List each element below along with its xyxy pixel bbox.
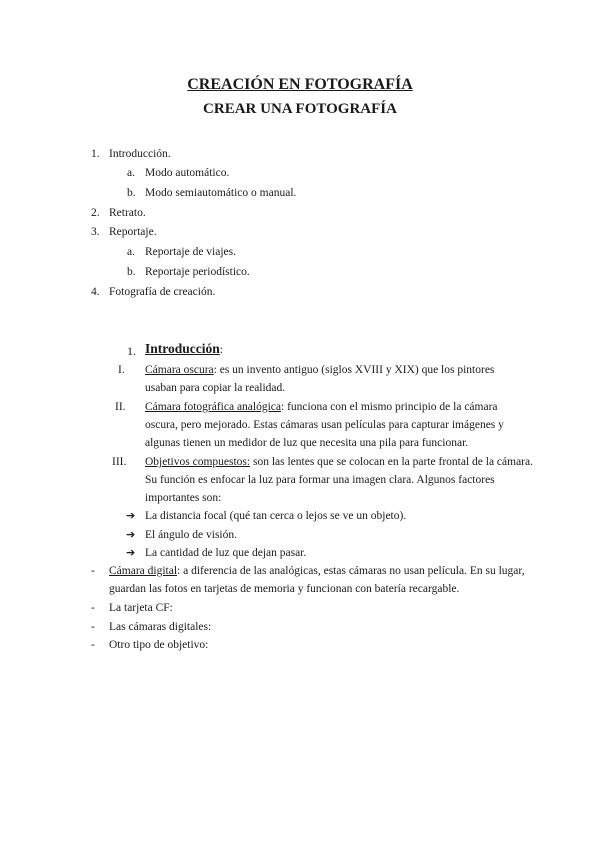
section-heading	[145, 342, 223, 357]
dash-bullet: -	[91, 602, 95, 614]
toc-letter: a.	[127, 167, 135, 179]
toc-number: 4.	[91, 286, 100, 298]
arrow-list-item: La distancia focal (qué tan cerca o lejos se ve un objeto).	[145, 510, 407, 522]
toc-subitem: Reportaje de viajes.	[145, 246, 237, 258]
paragraph-line: Objetivos compuestos: son las lentes que se colocan en la parte frontal de la cámara.	[145, 456, 533, 468]
paragraph-line: Cámara digital: a diferencia de las analógicas, estas cámaras no usan película. En su lugar,	[109, 565, 525, 577]
paragraph-line: guardan las fotos en tarjetas de memoria y funcionan con batería recargable.	[109, 583, 460, 595]
paragraph-line: importantes son:	[145, 492, 222, 504]
term-camara-oscura: Cámara oscura	[145, 364, 214, 376]
section-title: Introducción	[145, 341, 220, 356]
section-number: 1.	[127, 344, 136, 358]
dash-list-item: Otro tipo de objetivo:	[109, 639, 209, 651]
paragraph-line: Cámara oscura: es un invento antiguo (siglos XVIII y XIX) que los pintores	[145, 364, 495, 376]
paragraph-line: oscura, pero mejorado. Estas cámaras usan películas para capturar imágenes y	[145, 419, 504, 431]
dash-bullet: -	[91, 565, 95, 577]
dash-list-item: La tarjeta CF:	[109, 602, 173, 614]
roman-numeral: I.	[118, 364, 125, 376]
term-camara-digital: Cámara digital	[109, 565, 178, 577]
document-title: CREACIÓN EN FOTOGRAFÍA	[187, 76, 413, 93]
arrow-list-item: El ángulo de visión.	[145, 529, 237, 541]
arrow-bullet-icon: ➔	[126, 528, 136, 541]
arrow-bullet-icon: ➔	[126, 546, 136, 559]
toc-number: 1.	[91, 148, 100, 160]
toc-number: 2.	[91, 207, 100, 219]
toc-item: Fotografía de creación.	[109, 286, 216, 298]
toc-item: Introducción.	[109, 148, 171, 160]
toc-letter: b.	[127, 187, 136, 199]
paragraph-line: algunas tienen un medidor de luz que necesita una pila para funcionar.	[145, 437, 469, 449]
toc-letter: a.	[127, 246, 135, 258]
arrow-bullet-icon: ➔	[126, 509, 136, 522]
toc-item: Retrato.	[109, 207, 146, 219]
dash-list-item: Las cámaras digitales:	[109, 621, 212, 633]
paragraph-line: usaban para copiar la realidad.	[145, 382, 286, 394]
dash-bullet: -	[91, 621, 95, 633]
toc-subitem: Modo automático.	[145, 167, 230, 179]
toc-item: Reportaje.	[109, 226, 157, 238]
toc-number: 3.	[91, 226, 100, 238]
arrow-list-item: La cantidad de luz que dejan pasar.	[145, 547, 307, 559]
paragraph-line: Cámara fotográfica analógica: funciona con el mismo principio de la cámara	[145, 401, 498, 413]
toc-subitem: Reportaje periodístico.	[145, 266, 250, 278]
toc-letter: b.	[127, 266, 136, 278]
document-subtitle: CREAR UNA FOTOGRAFÍA	[203, 101, 397, 117]
section-title-colon: :	[219, 344, 223, 356]
term-objetivos-compuestos: Objetivos compuestos:	[145, 456, 251, 468]
toc-subitem: Modo semiautomático o manual.	[145, 187, 297, 199]
term-camara-analogica: Cámara fotográfica analógica	[145, 401, 282, 413]
roman-numeral: III.	[112, 456, 127, 468]
dash-bullet: -	[91, 639, 95, 651]
paragraph-line: Su función es enfocar la luz para formar una imagen clara. Algunos factores	[145, 474, 495, 486]
roman-numeral: II.	[115, 401, 126, 413]
